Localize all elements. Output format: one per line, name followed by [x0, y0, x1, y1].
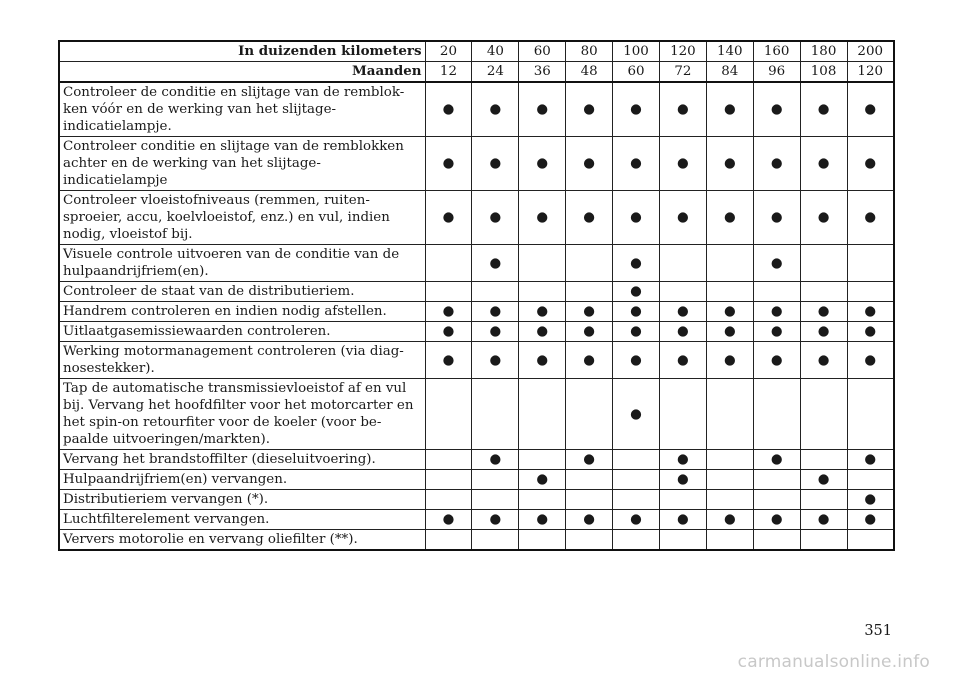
service-mark: ● [753, 510, 800, 530]
empty-cell [519, 245, 566, 282]
maintenance-schedule-table [58, 40, 895, 551]
empty-cell [659, 282, 706, 302]
empty-cell [566, 245, 613, 282]
km-value: 60 [519, 41, 566, 62]
service-mark: ● [753, 302, 800, 322]
service-mark: ● [753, 82, 800, 137]
empty-cell [425, 470, 472, 490]
service-mark: ● [519, 322, 566, 342]
service-mark: ● [847, 137, 894, 191]
empty-cell [519, 282, 566, 302]
service-mark: ● [519, 470, 566, 490]
task-description: Luchtfilterelement vervangen. [59, 510, 425, 530]
service-mark: ● [566, 191, 613, 245]
service-mark: ● [706, 302, 753, 322]
km-value: 120 [659, 41, 706, 62]
task-row [59, 379, 894, 450]
empty-cell [425, 490, 472, 510]
empty-cell [706, 470, 753, 490]
service-mark: ● [706, 82, 753, 137]
empty-cell [706, 245, 753, 282]
months-header-row [59, 62, 894, 83]
service-mark: ● [753, 245, 800, 282]
service-mark: ● [753, 137, 800, 191]
service-mark: ● [753, 342, 800, 379]
km-header-label: In duizenden kilometers [59, 41, 425, 62]
empty-cell [753, 379, 800, 450]
service-mark: ● [800, 470, 847, 490]
month-value: 108 [800, 62, 847, 83]
task-row [59, 490, 894, 510]
km-value: 100 [613, 41, 660, 62]
empty-cell [472, 470, 519, 490]
empty-cell [753, 530, 800, 551]
empty-cell [800, 530, 847, 551]
service-mark: ● [800, 510, 847, 530]
task-description: Controleer de conditie en slijtage van de remblok- ken vóór en de werking van het slijtage- indicatielampje. [59, 82, 425, 137]
watermark: carmanualsonline.info [737, 652, 930, 672]
empty-cell [425, 379, 472, 450]
task-row [59, 510, 894, 530]
service-mark: ● [753, 191, 800, 245]
month-value: 60 [613, 62, 660, 83]
empty-cell [753, 282, 800, 302]
empty-cell [566, 282, 613, 302]
service-mark: ● [847, 342, 894, 379]
task-row [59, 302, 894, 322]
service-mark: ● [659, 302, 706, 322]
service-mark: ● [472, 450, 519, 470]
service-mark: ● [519, 510, 566, 530]
empty-cell [613, 530, 660, 551]
task-row [59, 322, 894, 342]
schedule-body [59, 41, 894, 550]
service-mark: ● [659, 82, 706, 137]
service-mark: ● [425, 191, 472, 245]
service-mark: ● [706, 322, 753, 342]
empty-cell [847, 379, 894, 450]
service-mark: ● [425, 302, 472, 322]
empty-cell [519, 379, 566, 450]
empty-cell [847, 282, 894, 302]
empty-cell [753, 470, 800, 490]
service-mark: ● [519, 342, 566, 379]
task-row [59, 282, 894, 302]
service-mark: ● [800, 302, 847, 322]
service-mark: ● [706, 510, 753, 530]
service-mark: ● [566, 510, 613, 530]
service-mark: ● [613, 191, 660, 245]
month-value: 36 [519, 62, 566, 83]
service-mark: ● [800, 342, 847, 379]
service-mark: ● [425, 342, 472, 379]
service-mark: ● [847, 510, 894, 530]
service-mark: ● [472, 245, 519, 282]
task-description: Ververs motorolie en vervang oliefilter (**). [59, 530, 425, 551]
service-mark: ● [613, 137, 660, 191]
month-value: 24 [472, 62, 519, 83]
month-value: 84 [706, 62, 753, 83]
empty-cell [800, 282, 847, 302]
service-mark: ● [566, 450, 613, 470]
service-mark: ● [613, 82, 660, 137]
task-row [59, 245, 894, 282]
service-mark: ● [800, 191, 847, 245]
month-value: 12 [425, 62, 472, 83]
service-mark: ● [659, 342, 706, 379]
task-description: Hulpaandrijfriem(en) vervangen. [59, 470, 425, 490]
task-row [59, 530, 894, 551]
service-mark: ● [472, 191, 519, 245]
task-description: Controleer de staat van de distributieriem. [59, 282, 425, 302]
empty-cell [847, 245, 894, 282]
service-mark: ● [847, 302, 894, 322]
task-description: Vervang het brandstoffilter (dieseluitvoering). [59, 450, 425, 470]
task-row [59, 342, 894, 379]
service-mark: ● [659, 450, 706, 470]
task-description: Controleer conditie en slijtage van de remblokken achter en de werking van het slijtage- indicatielampje [59, 137, 425, 191]
month-value: 96 [753, 62, 800, 83]
empty-cell [847, 470, 894, 490]
service-mark: ● [425, 82, 472, 137]
service-mark: ● [519, 191, 566, 245]
empty-cell [519, 530, 566, 551]
empty-cell [706, 379, 753, 450]
service-mark: ● [659, 322, 706, 342]
empty-cell [519, 450, 566, 470]
service-mark: ● [519, 137, 566, 191]
empty-cell [472, 379, 519, 450]
empty-cell [472, 282, 519, 302]
km-value: 40 [472, 41, 519, 62]
service-mark: ● [472, 322, 519, 342]
empty-cell [566, 470, 613, 490]
empty-cell [425, 530, 472, 551]
service-mark: ● [659, 191, 706, 245]
task-row [59, 470, 894, 490]
empty-cell [659, 530, 706, 551]
month-value: 72 [659, 62, 706, 83]
service-mark: ● [519, 82, 566, 137]
task-description: Distributieriem vervangen (*). [59, 490, 425, 510]
month-value: 48 [566, 62, 613, 83]
service-mark: ● [613, 282, 660, 302]
service-mark: ● [613, 245, 660, 282]
empty-cell [425, 450, 472, 470]
empty-cell [706, 490, 753, 510]
service-mark: ● [566, 302, 613, 322]
empty-cell [800, 245, 847, 282]
service-mark: ● [472, 302, 519, 322]
empty-cell [706, 530, 753, 551]
empty-cell [425, 245, 472, 282]
task-row [59, 137, 894, 191]
service-mark: ● [847, 490, 894, 510]
task-description: Controleer vloeistofniveaus (remmen, ruiten- sproeier, accu, koelvloeistof, enz.) en vul, indien nodig, vloeistof bij. [59, 191, 425, 245]
service-mark: ● [519, 302, 566, 322]
task-row [59, 191, 894, 245]
empty-cell [659, 245, 706, 282]
empty-cell [659, 379, 706, 450]
service-mark: ● [425, 510, 472, 530]
empty-cell [800, 490, 847, 510]
service-mark: ● [706, 137, 753, 191]
service-mark: ● [425, 137, 472, 191]
service-mark: ● [847, 82, 894, 137]
service-mark: ● [472, 82, 519, 137]
service-mark: ● [706, 191, 753, 245]
service-mark: ● [847, 191, 894, 245]
service-mark: ● [613, 302, 660, 322]
km-value: 20 [425, 41, 472, 62]
empty-cell [847, 530, 894, 551]
service-mark: ● [800, 137, 847, 191]
empty-cell [800, 379, 847, 450]
empty-cell [472, 530, 519, 551]
service-mark: ● [800, 82, 847, 137]
service-mark: ● [613, 342, 660, 379]
km-value: 140 [706, 41, 753, 62]
task-description: Werking motormanagement controleren (via diag- nosestekker). [59, 342, 425, 379]
empty-cell [519, 490, 566, 510]
empty-cell [659, 490, 706, 510]
empty-cell [566, 530, 613, 551]
service-mark: ● [566, 322, 613, 342]
service-mark: ● [472, 510, 519, 530]
empty-cell [566, 379, 613, 450]
service-mark: ● [706, 342, 753, 379]
empty-cell [472, 490, 519, 510]
km-value: 80 [566, 41, 613, 62]
service-mark: ● [613, 322, 660, 342]
task-row [59, 450, 894, 470]
task-description: Uitlaatgasemissiewaarden controleren. [59, 322, 425, 342]
empty-cell [566, 490, 613, 510]
service-mark: ● [659, 470, 706, 490]
service-mark: ● [566, 82, 613, 137]
service-mark: ● [753, 322, 800, 342]
service-mark: ● [566, 137, 613, 191]
task-description: Visuele controle uitvoeren van de conditie van de hulpaandrijfriem(en). [59, 245, 425, 282]
task-description: Handrem controleren en indien nodig afstellen. [59, 302, 425, 322]
empty-cell [706, 282, 753, 302]
empty-cell [613, 490, 660, 510]
task-row [59, 82, 894, 137]
service-mark: ● [847, 450, 894, 470]
empty-cell [613, 470, 660, 490]
page-number: 351 [864, 623, 892, 639]
empty-cell [613, 450, 660, 470]
month-value: 120 [847, 62, 894, 83]
service-mark: ● [659, 510, 706, 530]
km-value: 180 [800, 41, 847, 62]
km-value: 200 [847, 41, 894, 62]
service-mark: ● [425, 322, 472, 342]
empty-cell [706, 450, 753, 470]
service-mark: ● [566, 342, 613, 379]
service-mark: ● [613, 379, 660, 450]
empty-cell [425, 282, 472, 302]
km-value: 160 [753, 41, 800, 62]
service-mark: ● [613, 510, 660, 530]
empty-cell [753, 490, 800, 510]
empty-cell [800, 450, 847, 470]
months-header-label: Maanden [59, 62, 425, 83]
service-mark: ● [847, 322, 894, 342]
service-mark: ● [659, 137, 706, 191]
km-header-row [59, 41, 894, 62]
service-mark: ● [753, 450, 800, 470]
task-description: Tap de automatische transmissievloeistof af en vul bij. Vervang het hoofdfilter voor het motorcarter en het spin-on retourfiter voor de koeler (voor be- paalde uitvoeringen/markten). [59, 379, 425, 450]
service-mark: ● [800, 322, 847, 342]
service-mark: ● [472, 137, 519, 191]
service-mark: ● [472, 342, 519, 379]
